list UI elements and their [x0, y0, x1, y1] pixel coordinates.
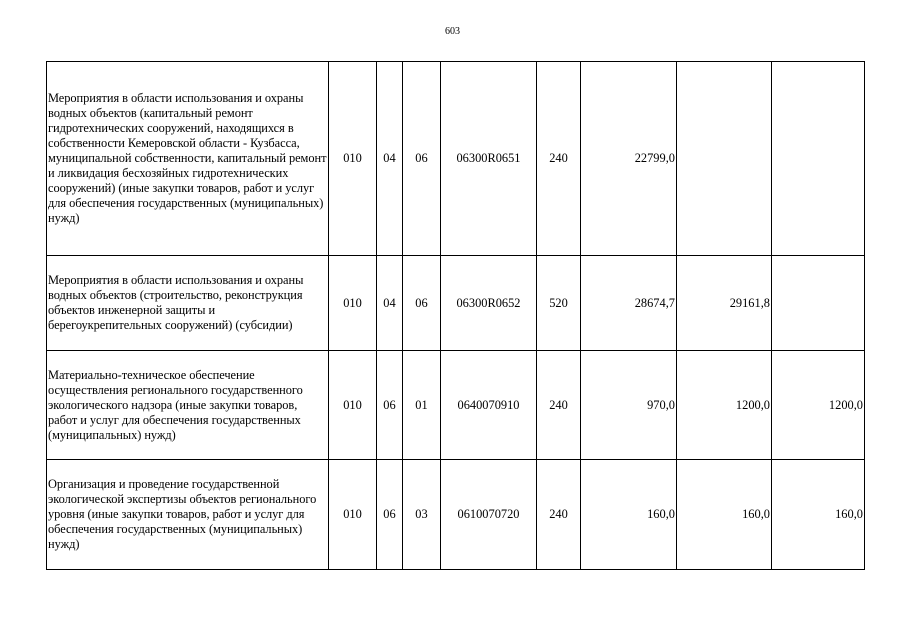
ministry-code-cell: 010 — [329, 351, 377, 460]
expense-name-cell: Организация и проведение государственной экологической экспертизы объектов регионального уровня (иные закупки товаров, работ и услуг для обеспечения государственных (муниципальных) нужд) — [47, 460, 329, 570]
expense-name-cell: Мероприятия в области использования и охраны водных объектов (строительство, реконструкция объектов инженерной защиты и берегоукрепительных сооружений) (субсидии) — [47, 256, 329, 351]
expense-name-cell: Материально-техническое обеспечение осуществления регионального государственного экологического надзора (иные закупки товаров, работ и услуг для обеспечения государственных (муниципальных) нужд) — [47, 351, 329, 460]
section-cell: 04 — [377, 62, 403, 256]
target-article-cell: 06300R0651 — [441, 62, 537, 256]
subsection-cell: 06 — [403, 256, 441, 351]
table-row — [47, 351, 865, 460]
section-cell: 06 — [377, 351, 403, 460]
amount-2-cell: 160,0 — [677, 460, 772, 570]
amount-2-cell: 29161,8 — [677, 256, 772, 351]
expense-type-cell: 240 — [537, 351, 581, 460]
amount-3-cell — [772, 256, 865, 351]
subsection-cell: 06 — [403, 62, 441, 256]
amount-1-cell: 160,0 — [581, 460, 677, 570]
table-row — [47, 62, 865, 256]
amount-3-cell: 1200,0 — [772, 351, 865, 460]
table-row — [47, 256, 865, 351]
subsection-cell: 01 — [403, 351, 441, 460]
amount-1-cell: 28674,7 — [581, 256, 677, 351]
target-article-cell: 06300R0652 — [441, 256, 537, 351]
expense-type-cell: 240 — [537, 460, 581, 570]
amount-3-cell — [772, 62, 865, 256]
subsection-cell: 03 — [403, 460, 441, 570]
amount-1-cell: 970,0 — [581, 351, 677, 460]
section-cell: 06 — [377, 460, 403, 570]
amount-2-cell: 1200,0 — [677, 351, 772, 460]
page-number: 603 — [445, 26, 460, 37]
amount-2-cell — [677, 62, 772, 256]
ministry-code-cell: 010 — [329, 62, 377, 256]
ministry-code-cell: 010 — [329, 460, 377, 570]
expense-type-cell: 240 — [537, 62, 581, 256]
expense-type-cell: 520 — [537, 256, 581, 351]
expense-name-cell: Мероприятия в области использования и охраны водных объектов (капитальный ремонт гидротехнических сооружений, находящихся в собственности Кемеровской области - Кузбасса, муниципальной собственности, капитальный ремонт и ликвидация бесхозяйных гидротехнических сооружений) (иные закупки товаров, работ и услуг для обеспечения государственных (муниципальных) нужд) — [47, 62, 329, 256]
table-row — [47, 460, 865, 570]
target-article-cell: 0610070720 — [441, 460, 537, 570]
budget-table — [46, 61, 865, 570]
section-cell: 04 — [377, 256, 403, 351]
amount-1-cell: 22799,0 — [581, 62, 677, 256]
target-article-cell: 0640070910 — [441, 351, 537, 460]
amount-3-cell: 160,0 — [772, 460, 865, 570]
ministry-code-cell: 010 — [329, 256, 377, 351]
